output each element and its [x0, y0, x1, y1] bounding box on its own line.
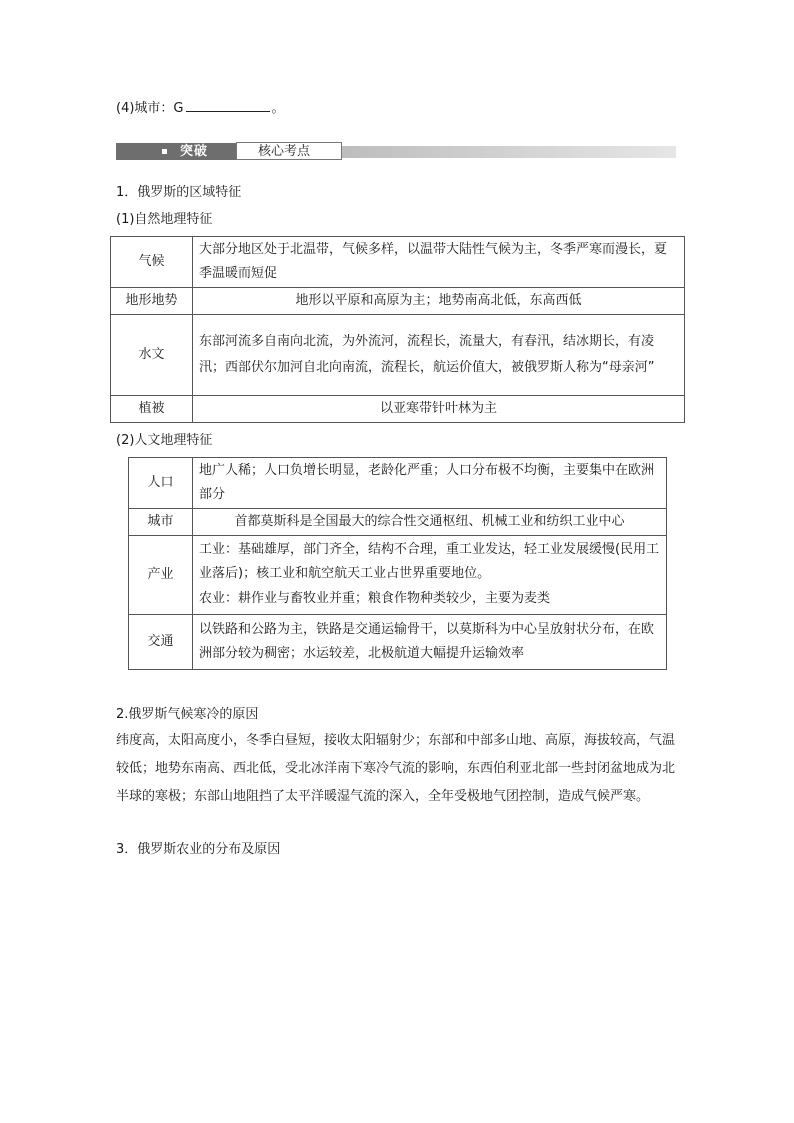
row-header: 水文: [111, 315, 193, 396]
row-header: 交通: [129, 615, 193, 670]
industry-text: 工业：基础雄厚，部门齐全，结构不合理，重工业发达，轻工业发展缓慢(民用工业落后)；核工业和航空航天工业占世界重要地位。: [199, 542, 660, 581]
row-content: 以铁路和公路为主，铁路是交通运输骨干，以莫斯科为中心呈放射状分布，在欧洲部分较为稠密；水运较差，北极航道大幅提升运输效率: [193, 615, 667, 670]
question-4-label: (4)城市：G: [116, 101, 184, 116]
agriculture-text: 农业：耕作业与畜牧业并重；粮食作物种类较少，主要为麦类: [199, 591, 551, 606]
subsection-human-title: (2)人文地理特征: [116, 433, 213, 448]
row-header: 人口: [129, 458, 193, 509]
row-content: 地广人稀；人口负增长明显，老龄化严重；人口分布极不均衡，主要集中在欧洲部分: [193, 458, 667, 509]
section-2-title: 2.俄罗斯气候寒冷的原因: [116, 707, 259, 722]
banner-title: 突破: [180, 144, 209, 159]
row-content: 地形以平原和高原为主；地势南高北低，东高西低: [193, 288, 685, 315]
table-row: [129, 536, 667, 615]
row-header: 植被: [111, 396, 193, 423]
human-geography-table: [128, 457, 667, 670]
row-header: 产业: [129, 536, 193, 615]
table-row: [111, 396, 685, 423]
question-4: [116, 97, 285, 119]
table-row: [111, 315, 685, 396]
row-header: 城市: [129, 509, 193, 536]
row-content: 首都莫斯科是全国最大的综合性交通枢纽、机械工业和纺织工业中心: [193, 509, 667, 536]
subsection-natural-title: (1)自然地理特征: [116, 212, 213, 227]
table-row: [129, 458, 667, 509]
square-bullet-icon: [162, 149, 167, 154]
answer-blank: [186, 97, 270, 112]
question-4-end: 。: [271, 101, 285, 116]
banner-tag: 核心考点: [258, 144, 311, 159]
row-content: 东部河流多自南向北流，为外流河，流程长，流量大，有春汛，结冰期长，有凌汛；西部伏尔加河自北向南流，流程长，航运价值大，被俄罗斯人称为“母亲河”: [193, 315, 685, 396]
row-content: 大部分地区处于北温带，气候多样，以温带大陆性气候为主，冬季严寒而漫长，夏季温暖而短促: [193, 237, 685, 288]
table-row: [129, 509, 667, 536]
table-row: [111, 237, 685, 288]
banner-dark-block: [116, 143, 236, 160]
section-1-title: 1．俄罗斯的区域特征: [116, 185, 242, 200]
natural-geography-table: [110, 236, 685, 423]
row-header: 气候: [111, 237, 193, 288]
section-3-title: 3．俄罗斯农业的分布及原因: [116, 842, 281, 857]
table-row: [129, 615, 667, 670]
section-banner: [116, 141, 676, 161]
row-content: [193, 536, 667, 615]
table-row: [111, 288, 685, 315]
row-content: 以亚寒带针叶林为主: [193, 396, 685, 423]
section-2-body: 纬度高，太阳高度小，冬季白昼短，接收太阳辐射少；东部和中部多山地、高原，海拔较高，气温较低；地势东南高、西北低，受北冰洋南下寒冷气流的影响，东西伯利亚北部一些封闭盆地成为北半球的寒极；东部山地阻挡了太平洋暖湿气流的深入，全年受极地气团控制，造成气候严寒。: [116, 733, 676, 804]
row-header: 地形地势: [111, 288, 193, 315]
